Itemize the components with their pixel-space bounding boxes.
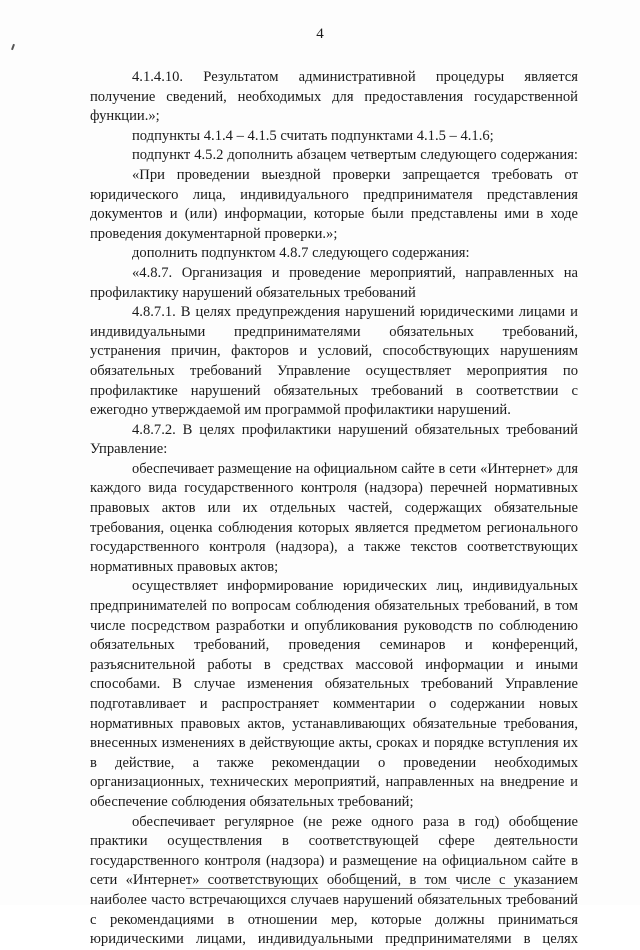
text-line: устранения причин, факторов и условий, способствующих нарушениям [90,343,578,360]
text-line: «4.8.7. Организация и проведение мероприятий, направленных на [132,264,578,281]
text-line: 4.8.7.1. В целях предупреждения нарушений юридическими лицами и [132,304,578,321]
text-line: ежегодно утверждаемой им программой профилактики нарушений. [90,402,511,419]
text-line: проведения документарной проверки.»; [90,225,338,242]
text-line: сети «Интернет» соответствующих обобщений, в том числе с указанием [90,872,578,889]
footer-rule [462,888,554,889]
text-line: разъяснительной работы в средствах массовой информации и иными [90,656,578,673]
text-line: в действие, а также рекомендации о проведении необходимых [90,754,578,771]
text-line: обеспечивает размещение на официальном сайте в сети «Интернет» для [132,460,578,477]
text-line: получение сведений, необходимых для предоставления государственной [90,88,578,105]
text-line: государственного контроля (надзора) и размещение на официальном сайте в [90,852,578,869]
text-line: внесенных изменениях в действующие акты, сроках и порядке вступления их [90,735,578,752]
footer-rule [186,888,318,889]
text-line: юридическими лицами, индивидуальными предпринимателями в целях [90,931,578,948]
text-line: предпринимателей по вопросам соблюдения обязательных требований, в том [90,598,578,615]
text-line: индивидуальными предпринимателями обязательных требований, [90,323,578,340]
text-line: способами. В случае изменения обязательных требований Управление [90,676,578,693]
text-line: с рекомендациями в отношении мер, которые должны приниматься [90,911,578,928]
scan-mark [11,44,15,50]
text-line: требования, оценка соблюдения которых является предметом регионального [90,519,578,536]
footer-rule [330,888,450,889]
text-line: обеспечивает регулярное (не реже одного раза в год) обобщение [132,813,578,830]
text-line: профилактике нарушений обязательных требований в соответствии с [90,382,578,399]
text-line: каждого вида государственного контроля (надзора) перечней нормативных [90,480,578,497]
text-line: подготавливает и распространяет комментарии о содержании новых [90,696,578,712]
text-line: Управление: [90,441,168,458]
text-line: функции.»; [90,108,160,125]
page-number: 4 [316,26,324,42]
text-line: осуществляет информирование юридических лиц, индивидуальных [132,578,578,595]
text-line: обеспечение соблюдения обязательных требований; [90,793,414,810]
text-line: подпункты 4.1.4 – 4.1.5 считать подпунктами 4.1.5 – 4.1.6; [132,127,494,144]
text-line: организационных, технических мероприятий, направленных на внедрение и [90,774,578,791]
text-line: нормативных правовых актов, устанавливающих обязательные требования, [90,715,578,732]
text-line: подпункт 4.5.2 дополнить абзацем четвертым следующего содержания: [132,147,578,164]
document-body [90,68,578,950]
text-line: нормативных правовых актов; [90,558,279,575]
text-line: наиболее часто встречающихся случаев нарушений обязательных требований [90,891,578,908]
text-line: числе посредством разработки и опубликования руководств по соблюдению [90,617,578,634]
text-line: государственного контроля (надзора), а также текстов соответствующих [90,539,578,556]
text-line: «При проведении выездной проверки запрещается требовать от [132,166,578,183]
text-line: 4.8.7.2. В целях профилактики нарушений обязательных требований [132,421,578,438]
text-line: профилактику нарушений обязательных требований [90,284,416,301]
text-line: дополнить подпунктом 4.8.7 следующего содержания: [132,245,470,262]
text-line: обязательных требований Управление осуществляет мероприятия по [90,362,578,379]
text-line: юридического лица, индивидуального предпринимателя представления [90,186,578,203]
text-line: практики осуществления в соответствующей сфере деятельности [90,833,578,850]
text-line: обязательных требований, проведения семинаров и конференций, [90,637,578,654]
text-line: документов и (или) информации, которые были представлены ими в ходе [90,206,578,223]
text-line: правовых актов или их отдельных частей, содержащих обязательные [90,500,578,517]
text-line: 4.1.4.10. Результатом административной процедуры является [132,69,578,85]
